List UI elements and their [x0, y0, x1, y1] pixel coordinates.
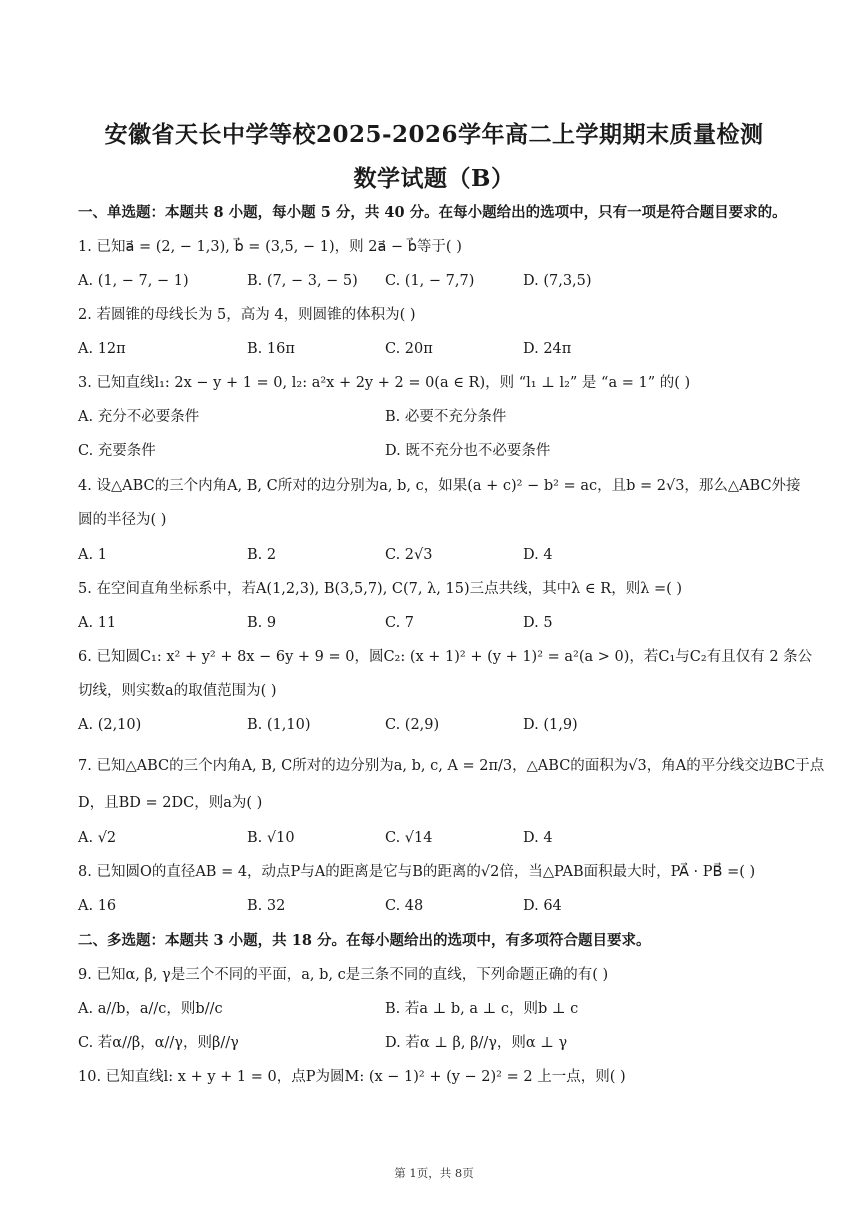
q1-option-d: D. (7,3,5): [523, 273, 592, 289]
question-4: 4. 设△ABC的三个内角A, B, C所对的边分别为a, b, c，如果(a + c)² − b² = ac，且b = 2√3，那么△ABC外接: [78, 478, 801, 494]
q1-option-a: A. (1, − 7, − 1): [78, 273, 189, 289]
question-9: 9. 已知α, β, γ是三个不同的平面，a, b, c是三条不同的直线，下列命题正确的有( ): [78, 967, 609, 983]
q5-option-c: C. 7: [385, 615, 415, 631]
q8-option-d: D. 64: [523, 898, 562, 914]
q6-option-a: A. (2,10): [78, 717, 142, 733]
q9-option-c: C. 若α//β，α//γ，则β//γ: [78, 1035, 239, 1051]
q6-option-c: C. (2,9): [385, 717, 440, 733]
q3-option-a: A. 充分不必要条件: [78, 409, 200, 425]
q2-option-d: D. 24π: [523, 341, 572, 357]
question-7-continued: D，且BD = 2DC，则a为( ): [78, 795, 263, 811]
question-7: 7. 已知△ABC的三个内角A, B, C所对的边分别为a, b, c, A = 2π/3，△ABC的面积为√3，角A的平分线交边BC于点: [78, 758, 825, 774]
question-4-continued: 圆的半径为( ): [78, 512, 167, 528]
q9-option-d: D. 若α ⊥ β, β//γ，则α ⊥ γ: [385, 1035, 568, 1051]
exam-title: 安徽省天长中学等校2025-2026学年高二上学期期末质量检测: [104, 121, 764, 148]
q7-option-a: A. √2: [78, 830, 117, 846]
q5-option-a: A. 11: [78, 615, 117, 631]
q4-option-b: B. 2: [247, 547, 277, 563]
question-3: 3. 已知直线l₁: 2x − y + 1 = 0, l₂: a²x + 2y + 2 = 0(a ∈ R)，则 “l₁ ⊥ l₂” 是 “a = 1” 的( ): [78, 375, 691, 391]
question-10: 10. 已知直线l: x + y + 1 = 0，点P为圆M: (x − 1)² + (y − 2)² = 2 上一点，则( ): [78, 1069, 626, 1085]
q1-option-c: C. (1, − 7,7): [385, 273, 475, 289]
q3-option-d: D. 既不充分也不必要条件: [385, 443, 551, 459]
question-6-continued: 切线，则实数a的取值范围为( ): [78, 683, 277, 699]
q6-option-b: B. (1,10): [247, 717, 311, 733]
q7-option-c: C. √14: [385, 830, 433, 846]
question-2: 2. 若圆锥的母线长为 5，高为 4，则圆锥的体积为( ): [78, 307, 416, 323]
q7-option-d: D. 4: [523, 830, 553, 846]
q3-option-c: C. 充要条件: [78, 443, 156, 459]
question-5: 5. 在空间直角坐标系中，若A(1,2,3), B(3,5,7), C(7, λ, 15)三点共线，其中λ ∈ R，则λ =( ): [78, 581, 683, 597]
question-1: 1. 已知a⃗ = (2, − 1,3), b⃗ = (3,5, − 1)，则 2a⃗ − b⃗等于( ): [78, 239, 462, 255]
q2-option-a: A. 12π: [78, 341, 126, 357]
q1-option-b: B. (7, − 3, − 5): [247, 273, 358, 289]
q2-option-c: C. 20π: [385, 341, 433, 357]
exam-subtitle: 数学试题（B）: [353, 165, 515, 192]
section-heading-single-choice: 一、单选题：本题共 8 小题，每小题 5 分，共 40 分。在每小题给出的选项中，只有一项是符合题目要求的。: [78, 204, 787, 221]
page-footer: 第 1页，共 8页: [394, 1166, 474, 1180]
q5-option-b: B. 9: [247, 615, 277, 631]
q8-option-a: A. 16: [78, 898, 117, 914]
q9-option-b: B. 若a ⊥ b, a ⊥ c，则b ⊥ c: [385, 1001, 579, 1017]
section-heading-multi-choice: 二、多选题：本题共 3 小题，共 18 分。在每小题给出的选项中，有多项符合题目要求。: [78, 932, 651, 949]
q6-option-d: D. (1,9): [523, 717, 578, 733]
question-8: 8. 已知圆O的直径AB = 4，动点P与A的距离是它与B的距离的√2倍，当△PAB面积最大时，PA⃗ · PB⃗ =( ): [78, 864, 756, 880]
q9-option-a: A. a//b，a//c，则b//c: [78, 1001, 223, 1017]
q8-option-c: C. 48: [385, 898, 424, 914]
q8-option-b: B. 32: [247, 898, 286, 914]
q4-option-d: D. 4: [523, 547, 553, 563]
q4-option-a: A. 1: [78, 547, 107, 563]
q7-option-b: B. √10: [247, 830, 295, 846]
q2-option-b: B. 16π: [247, 341, 295, 357]
q4-option-c: C. 2√3: [385, 547, 433, 563]
q3-option-b: B. 必要不充分条件: [385, 409, 507, 425]
q5-option-d: D. 5: [523, 615, 553, 631]
question-6: 6. 已知圆C₁: x² + y² + 8x − 6y + 9 = 0，圆C₂: (x + 1)² + (y + 1)² = a²(a > 0)，若C₁与C₂有且仅有 2 条公: [78, 649, 813, 665]
